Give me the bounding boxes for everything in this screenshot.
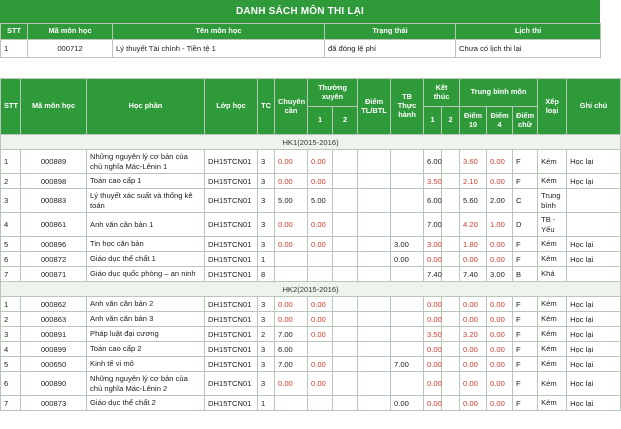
table-row [1,267,621,282]
cell-score-4: 0.00 [487,174,513,189]
cell-credits: 1 [258,396,275,411]
cell-attendance: 6.00 [275,342,308,357]
cell-credits: 3 [258,312,275,327]
cell-letter-grade: F [513,396,538,411]
cell-final-2 [442,396,460,411]
cell-credits: 3 [258,342,275,357]
cell-regular-2 [333,213,358,237]
cell-stt: 1 [1,40,28,58]
cell-practice: 3.00 [391,237,424,252]
cell-note: Học lại [567,396,621,411]
cell-class: DH15TCN01 [205,312,258,327]
cell-attendance: 0.00 [275,174,308,189]
cell-assignment [358,237,391,252]
cell-regular-2 [333,342,358,357]
cell-course-code: 000899 [21,342,87,357]
cell-assignment [358,213,391,237]
cell-final-2 [442,150,460,174]
cell-course-code: 000862 [21,297,87,312]
col-assignment: Điểm TL/BTL [358,79,391,135]
cell-credits: 2 [258,327,275,342]
cell-class: DH15TCN01 [205,150,258,174]
cell-practice: 0.00 [391,252,424,267]
cell-stt: 6 [1,252,21,267]
cell-regular-2 [333,372,358,396]
cell-final-2 [442,357,460,372]
table-row [1,174,621,189]
cell-score-4: 0.00 [487,372,513,396]
cell-course-code: 000896 [21,237,87,252]
cell-credits: 3 [258,297,275,312]
cell-module: Giáo dục quốc phòng – an ninh [87,267,205,282]
cell-course-code: 000712 [28,40,113,58]
cell-note: Học lại [567,174,621,189]
cell-rank: Kém [538,150,567,174]
col-score-10: Điểm 10 [460,107,487,135]
cell-attendance [275,396,308,411]
cell-course-code: 000871 [21,267,87,282]
cell-module: Lý thuyết xác suất và thống kê toán [87,189,205,213]
table-row [1,327,621,342]
cell-score-10: 3.60 [460,150,487,174]
col-module: Học phần [87,79,205,135]
cell-score-4: 0.00 [487,150,513,174]
table-row [1,213,621,237]
cell-credits: 3 [258,372,275,396]
col-practice: TB Thực hành [391,79,424,135]
cell-score-10: 0.00 [460,342,487,357]
cell-practice [391,174,424,189]
cell-score-10: 5.60 [460,189,487,213]
cell-stt: 3 [1,189,21,213]
cell-regular-2 [333,267,358,282]
col-letter-grade: Điểm chữ [513,107,538,135]
cell-regular-2 [333,327,358,342]
cell-score-4: 0.00 [487,297,513,312]
cell-assignment [358,297,391,312]
cell-final-2 [442,237,460,252]
cell-score-10: 0.00 [460,312,487,327]
cell-regular-1: 0.00 [308,150,333,174]
cell-rank: TB - Yếu [538,213,567,237]
cell-module: Những nguyên lý cơ bản của chủ nghĩa Mác-Lênin 1 [87,150,205,174]
cell-course-code: 000883 [21,189,87,213]
cell-regular-1 [308,396,333,411]
cell-score-10: 7.40 [460,267,487,282]
cell-score-4: 0.00 [487,342,513,357]
cell-score-4: 0.00 [487,312,513,327]
col-course-code: Mã môn học [28,24,113,40]
cell-attendance [275,267,308,282]
cell-rank: Kém [538,174,567,189]
cell-regular-2 [333,357,358,372]
cell-stt: 7 [1,396,21,411]
cell-score-10: 2.10 [460,174,487,189]
cell-practice [391,312,424,327]
cell-final-1: 0.00 [424,312,442,327]
cell-note: Học lại [567,312,621,327]
cell-regular-1 [308,252,333,267]
cell-note: Học lại [567,150,621,174]
cell-credits: 3 [258,237,275,252]
cell-attendance [275,252,308,267]
cell-practice [391,267,424,282]
col-final-2: 2 [442,107,460,135]
cell-rank: Kém [538,372,567,396]
cell-class: DH15TCN01 [205,297,258,312]
cell-regular-1: 0.00 [308,297,333,312]
semester-header-row [1,135,621,150]
cell-class: DH15TCN01 [205,342,258,357]
table-row [1,189,621,213]
cell-regular-1: 0.00 [308,174,333,189]
cell-final-2 [442,189,460,213]
table-row [1,396,621,411]
cell-assignment [358,327,391,342]
cell-credits: 3 [258,174,275,189]
cell-note: Học lại [567,342,621,357]
cell-score-10: 1.80 [460,237,487,252]
cell-credits: 8 [258,267,275,282]
grades-table [0,78,621,411]
cell-rank: Kém [538,237,567,252]
cell-status: đã đóng lệ phí [325,40,456,58]
cell-assignment [358,357,391,372]
cell-rank: Khá [538,267,567,282]
cell-stt: 5 [1,357,21,372]
cell-stt: 3 [1,327,21,342]
cell-stt: 5 [1,237,21,252]
cell-final-1: 3.50 [424,174,442,189]
cell-letter-grade: F [513,372,538,396]
cell-course-code: 000889 [21,150,87,174]
cell-class: DH15TCN01 [205,267,258,282]
cell-assignment [358,252,391,267]
cell-regular-2 [333,237,358,252]
cell-stt: 2 [1,312,21,327]
cell-note: Học lại [567,372,621,396]
cell-practice [391,342,424,357]
cell-class: DH15TCN01 [205,372,258,396]
cell-class: DH15TCN01 [205,252,258,267]
cell-credits: 3 [258,150,275,174]
cell-regular-1 [308,267,333,282]
cell-note: Học lại [567,252,621,267]
cell-practice [391,189,424,213]
cell-regular-1: 0.00 [308,357,333,372]
cell-regular-1 [308,342,333,357]
cell-note: Học lại [567,357,621,372]
cell-class: DH15TCN01 [205,327,258,342]
cell-regular-2 [333,297,358,312]
cell-stt: 1 [1,150,21,174]
cell-assignment [358,189,391,213]
col-score-4: Điểm 4 [487,107,513,135]
cell-practice: 7.00 [391,357,424,372]
table-row [1,150,621,174]
cell-final-2 [442,252,460,267]
cell-regular-2 [333,252,358,267]
cell-regular-2 [333,189,358,213]
cell-module: Kinh tế vi mô [87,357,205,372]
cell-attendance: 0.00 [275,237,308,252]
col-credits: TC [258,79,275,135]
cell-score-10: 4.20 [460,213,487,237]
cell-practice [391,372,424,396]
cell-assignment [358,372,391,396]
cell-regular-2 [333,174,358,189]
cell-final-1: 7.00 [424,213,442,237]
cell-final-1: 0.00 [424,372,442,396]
cell-score-10: 0.00 [460,396,487,411]
cell-module: Tin học căn bản [87,237,205,252]
cell-regular-1: 0.00 [308,327,333,342]
cell-score-4: 1.00 [487,213,513,237]
cell-final-2 [442,327,460,342]
retake-status-table [0,23,601,58]
cell-final-1: 3.50 [424,327,442,342]
cell-score-4: 0.00 [487,357,513,372]
cell-final-2 [442,312,460,327]
cell-class: DH15TCN01 [205,213,258,237]
cell-attendance: 7.00 [275,327,308,342]
cell-practice [391,327,424,342]
cell-practice [391,150,424,174]
cell-score-10: 0.00 [460,357,487,372]
table-row [1,312,621,327]
cell-attendance: 0.00 [275,213,308,237]
cell-letter-grade: F [513,312,538,327]
cell-final-1: 7.40 [424,267,442,282]
cell-letter-grade: F [513,237,538,252]
cell-score-10: 0.00 [460,252,487,267]
cell-practice [391,297,424,312]
col-course-code: Mã môn học [21,79,87,135]
cell-class: DH15TCN01 [205,396,258,411]
cell-assignment [358,312,391,327]
cell-course-code: 000890 [21,372,87,396]
cell-rank: Kém [538,252,567,267]
cell-final-1: 3.00 [424,237,442,252]
cell-letter-grade: F [513,327,538,342]
col-regular: Thường xuyên [308,79,358,107]
col-final: Kết thúc [424,79,460,107]
cell-stt: 4 [1,213,21,237]
col-note: Ghi chú [567,79,621,135]
cell-regular-1: 5.00 [308,189,333,213]
cell-practice: 0.00 [391,396,424,411]
cell-regular-1: 0.00 [308,372,333,396]
table-row [1,252,621,267]
cell-course-code: 000863 [21,312,87,327]
cell-class: DH15TCN01 [205,189,258,213]
cell-attendance: 0.00 [275,312,308,327]
cell-course-code: 000891 [21,327,87,342]
cell-course-code: 000873 [21,396,87,411]
cell-assignment [358,174,391,189]
col-class: Lớp học [205,79,258,135]
cell-final-1: 0.00 [424,396,442,411]
cell-module: Giáo dục thể chất 2 [87,396,205,411]
cell-course-name: Lý thuyết Tài chính - Tiền tệ 1 [113,40,325,58]
grades-header [1,79,621,135]
cell-attendance: 0.00 [275,297,308,312]
cell-course-code: 000861 [21,213,87,237]
retake-header-row [1,24,601,40]
cell-course-code: 000898 [21,174,87,189]
cell-module: Pháp luật đại cương [87,327,205,342]
cell-final-2 [442,372,460,396]
cell-rank: Kém [538,342,567,357]
cell-credits: 1 [258,252,275,267]
col-exam-schedule: Lịch thi [456,24,601,40]
cell-exam-schedule: Chưa có lịch thi lại [456,40,601,58]
col-final-1: 1 [424,107,442,135]
cell-module: Giáo dục thể chất 1 [87,252,205,267]
cell-attendance: 0.00 [275,150,308,174]
table-row [1,372,621,396]
retake-row [1,40,601,58]
cell-regular-1: 0.00 [308,312,333,327]
cell-module: Những nguyên lý cơ bản của chủ nghĩa Mác-Lênin 2 [87,372,205,396]
col-regular-1: 1 [308,107,333,135]
cell-regular-2 [333,150,358,174]
cell-module: Toán cao cấp 1 [87,174,205,189]
page-title: DANH SÁCH MÔN THI LẠI [0,0,600,23]
col-average: Trung bình môn [460,79,538,107]
cell-course-code: 000872 [21,252,87,267]
col-rank: Xếp loại [538,79,567,135]
cell-letter-grade: F [513,297,538,312]
semester-label: HK1(2015-2016) [1,135,621,150]
cell-score-4: 0.00 [487,396,513,411]
cell-score-10: 0.00 [460,297,487,312]
cell-credits: 3 [258,357,275,372]
cell-final-2 [442,213,460,237]
semester-label: HK2(2015-2016) [1,282,621,297]
cell-credits: 3 [258,213,275,237]
cell-letter-grade: F [513,342,538,357]
cell-stt: 4 [1,342,21,357]
cell-note: Học lại [567,327,621,342]
cell-class: DH15TCN01 [205,237,258,252]
cell-course-code: 000650 [21,357,87,372]
cell-rank: Kém [538,396,567,411]
cell-final-2 [442,297,460,312]
cell-attendance: 0.00 [275,372,308,396]
cell-attendance: 5.00 [275,189,308,213]
cell-letter-grade: C [513,189,538,213]
cell-stt: 2 [1,174,21,189]
col-regular-2: 2 [333,107,358,135]
cell-practice [391,213,424,237]
cell-class: DH15TCN01 [205,174,258,189]
cell-assignment [358,396,391,411]
cell-attendance: 7.00 [275,357,308,372]
cell-assignment [358,150,391,174]
table-row [1,342,621,357]
cell-letter-grade: B [513,267,538,282]
cell-score-4: 0.00 [487,237,513,252]
cell-final-2 [442,174,460,189]
cell-letter-grade: D [513,213,538,237]
cell-rank: Trung bình [538,189,567,213]
cell-score-4: 2.00 [487,189,513,213]
cell-letter-grade: F [513,252,538,267]
cell-rank: Kém [538,297,567,312]
col-stt: STT [1,79,21,135]
col-status: Trạng thái [325,24,456,40]
cell-letter-grade: F [513,357,538,372]
grades-header-row-1 [1,79,621,107]
cell-stt: 1 [1,297,21,312]
cell-final-1: 0.00 [424,342,442,357]
cell-note: Học lại [567,297,621,312]
cell-rank: Kém [538,357,567,372]
col-attendance: Chuyên cần [275,79,308,135]
cell-final-1: 0.00 [424,297,442,312]
cell-final-1: 0.00 [424,252,442,267]
table-row [1,297,621,312]
cell-score-4: 3.00 [487,267,513,282]
cell-regular-1: 0.00 [308,237,333,252]
cell-rank: Kém [538,312,567,327]
semester-header-row [1,282,621,297]
col-stt: STT [1,24,28,40]
cell-stt: 7 [1,267,21,282]
cell-stt: 6 [1,372,21,396]
cell-score-10: 3.20 [460,327,487,342]
cell-score-4: 0.00 [487,327,513,342]
cell-letter-grade: F [513,174,538,189]
cell-assignment [358,342,391,357]
cell-class: DH15TCN01 [205,357,258,372]
cell-assignment [358,267,391,282]
cell-note: Học lại [567,237,621,252]
cell-module: Anh văn căn bản 1 [87,213,205,237]
cell-module: Anh văn căn bản 3 [87,312,205,327]
cell-letter-grade: F [513,150,538,174]
cell-credits: 3 [258,189,275,213]
cell-note [567,213,621,237]
cell-final-2 [442,267,460,282]
cell-score-4: 0.00 [487,252,513,267]
cell-final-2 [442,342,460,357]
cell-rank: Kém [538,327,567,342]
cell-module: Anh văn căn bản 2 [87,297,205,312]
cell-score-10: 0.00 [460,372,487,396]
cell-regular-2 [333,312,358,327]
cell-module: Toán cao cấp 2 [87,342,205,357]
grades-body [1,135,621,411]
cell-note [567,189,621,213]
col-course-name: Tên môn học [113,24,325,40]
cell-final-1: 0.00 [424,357,442,372]
cell-note [567,267,621,282]
cell-regular-2 [333,396,358,411]
table-row [1,357,621,372]
cell-final-1: 6.00 [424,189,442,213]
cell-final-1: 6.00 [424,150,442,174]
table-row [1,237,621,252]
cell-regular-1: 0.00 [308,213,333,237]
